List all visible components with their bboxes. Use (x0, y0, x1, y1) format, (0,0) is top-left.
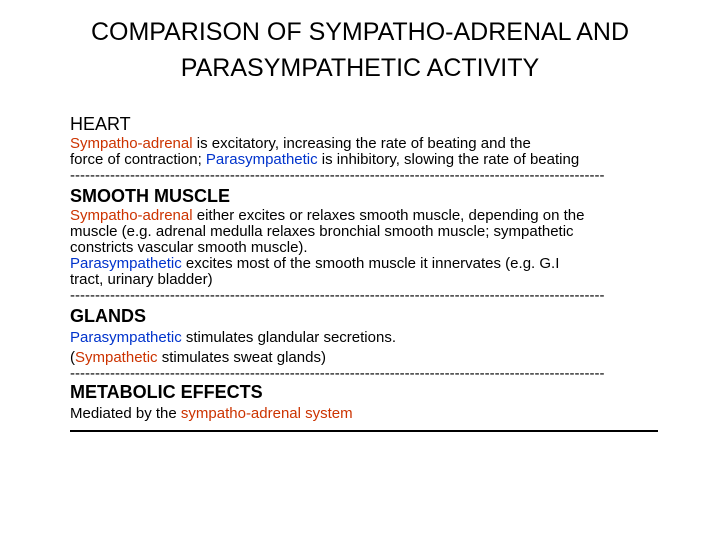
glands-text-part: ( (70, 349, 75, 366)
metabolic-heading: METABOLIC EFFECTS (70, 382, 263, 402)
sympathetic-term: Sympathetic (75, 349, 158, 366)
smooth-line-1 (70, 208, 670, 224)
heart-text (70, 136, 670, 168)
sympatho-adrenal-term: Sympatho-adrenal (70, 135, 193, 152)
metabolic-text-part: Mediated by the (70, 405, 181, 422)
smooth-text-part: excites most of the smooth muscle it innervates (e.g. G.I (181, 255, 560, 272)
glands-text-part: stimulates sweat glands) (157, 349, 326, 366)
heart-heading: HEART (70, 114, 131, 134)
glands-text-part: stimulates glandular secretions. (181, 329, 396, 346)
heart-text-part: force of contraction; (70, 151, 206, 168)
separator-3: ----------------------------------------------------------------------------------------------------------- (70, 368, 605, 380)
parasympathetic-term: Parasympathetic (70, 329, 182, 346)
smooth-text-part: either excites or relaxes smooth muscle, depending on the (192, 207, 585, 224)
glands-line-2 (70, 350, 670, 366)
bottom-rule (70, 430, 658, 432)
heart-line-1 (70, 136, 670, 152)
title-line-2: PARASYMPATHETIC ACTIVITY (180, 54, 540, 82)
glands-heading: GLANDS (70, 306, 146, 326)
heart-text-part: is excitatory, increasing the rate of beating and the (192, 135, 531, 152)
glands-text (70, 330, 670, 366)
smooth-line-3: constricts vascular smooth muscle). (70, 239, 308, 256)
smooth-line-5: tract, urinary bladder) (70, 271, 213, 288)
heart-text-part: is inhibitory, slowing the rate of beating (317, 151, 580, 168)
parasympathetic-term: Parasympathetic (70, 255, 182, 272)
sympatho-adrenal-term: Sympatho-adrenal (70, 207, 193, 224)
smooth-muscle-text (70, 208, 670, 288)
separator-1: ----------------------------------------------------------------------------------------------------------- (70, 170, 605, 182)
sympatho-adrenal-system-term: sympatho-adrenal system (180, 405, 353, 422)
heart-line-2 (70, 152, 670, 168)
smooth-muscle-heading: SMOOTH MUSCLE (70, 186, 230, 206)
smooth-line-4 (70, 256, 670, 272)
smooth-line-2: muscle (e.g. adrenal medulla relaxes bronchial smooth muscle; sympathetic (70, 223, 574, 240)
parasympathetic-term: Parasympathetic (205, 151, 318, 168)
slide-content (70, 112, 670, 432)
slide-title (0, 14, 720, 86)
metabolic-text (70, 406, 670, 422)
separator-2: ----------------------------------------------------------------------------------------------------------- (70, 290, 605, 302)
metabolic-line-1 (70, 406, 670, 422)
glands-line-1 (70, 330, 670, 346)
title-line-1: COMPARISON OF SYMPATHO-ADRENAL AND (90, 18, 630, 46)
